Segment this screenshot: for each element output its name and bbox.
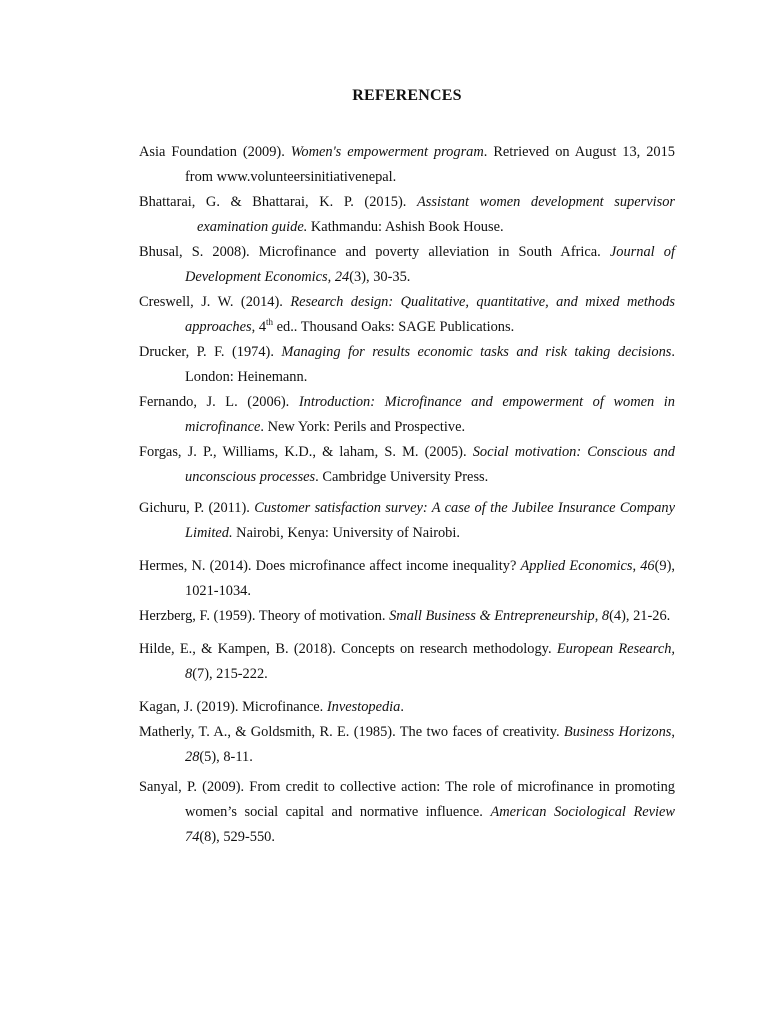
reference-entry: Hermes, N. (2014). Does microfinance affect income inequality? Applied Economics, 46(9), 1021-1034. — [139, 558, 675, 599]
reference-entry: Gichuru, P. (2011). Customer satisfaction survey: A case of the Jubilee Insurance Company Limited. Nairobi, Kenya: University of Nairobi. — [139, 500, 675, 541]
reference-entry: Matherly, T. A., & Goldsmith, R. E. (1985). The two faces of creativity. Business Horizons, 28(5), 8-11. — [139, 724, 675, 765]
reference-entry: Herzberg, F. (1959). Theory of motivation. Small Business & Entrepreneurship, 8(4), 21-26. — [139, 608, 671, 624]
reference-entry: Sanyal, P. (2009). From credit to collective action: The role of microfinance in promoting women’s social capital and normative influence. American Sociological Review 74(8), 529-550. — [139, 779, 675, 845]
reference-entry: Bhattarai, G. & Bhattarai, K. P. (2015). Assistant women development supervisor examination guide. Kathmandu: Ashish Book House. — [139, 194, 675, 235]
reference-entry: Hilde, E., & Kampen, B. (2018). Concepts on research methodology. European Research, 8(7), 215-222. — [139, 641, 675, 682]
reference-entry: Drucker, P. F. (1974). Managing for results economic tasks and risk taking decisions. London: Heinemann. — [139, 344, 675, 385]
reference-entry: Bhusal, S. 2008). Microfinance and poverty alleviation in South Africa. Journal of Development Economics, 24(3), 30-35. — [139, 244, 675, 285]
reference-entry: Asia Foundation (2009). Women's empowerment program. Retrieved on August 13, 2015 from www.volunteersinitiativenepal. — [139, 144, 676, 185]
reference-list — [139, 140, 675, 850]
reference-entry: Forgas, J. P., Williams, K.D., & laham, S. M. (2005). Social motivation: Conscious and unconscious processes. Cambridge University Press. — [139, 444, 675, 485]
page-title: REFERENCES — [352, 87, 462, 104]
reference-entry: Fernando, J. L. (2006). Introduction: Microfinance and empowerment of women in microfinance. New York: Perils and Prospective. — [139, 394, 675, 435]
reference-entry: Kagan, J. (2019). Microfinance. Investopedia. — [139, 699, 404, 715]
reference-entry: Creswell, J. W. (2014). Research design: Qualitative, quantitative, and mixed methods approaches, 4th ed.. Thousand Oaks: SAGE Publications. — [139, 294, 675, 335]
